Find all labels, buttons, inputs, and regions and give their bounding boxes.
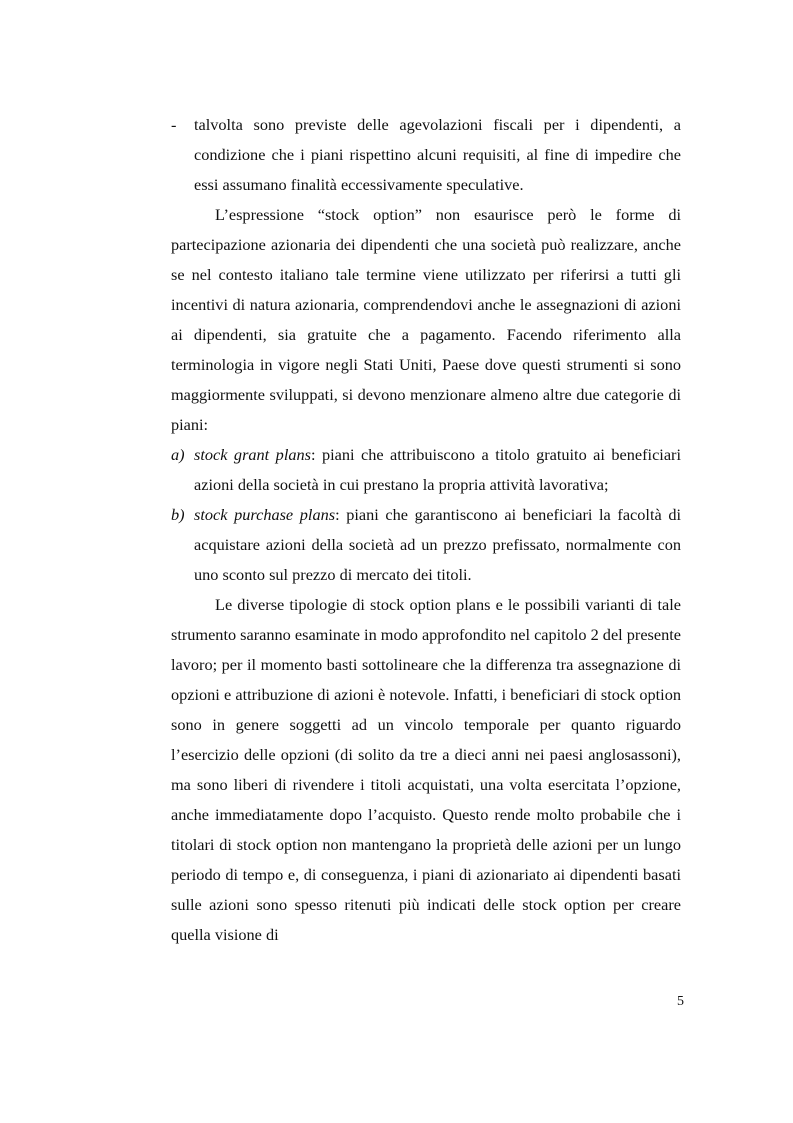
plan-description-stock-purchase: : piani che garantiscono ai beneficiari la facoltà di acquistare azioni della società ad un prezzo prefissato, normalmente con uno sconto sul prezzo di mercato dei titoli.: [194, 505, 681, 584]
bullet-marker: -: [171, 115, 177, 134]
body-paragraph-1: L’espressione “stock option” non esaurisce però le forme di partecipazione azionaria dei dipendenti che una società può realizzare, anche se nel contesto italiano tale termine viene utilizzato per riferirsi a tutti gli incentivi di natura azionaria, comprendendovi anche le assegnazioni di azioni ai dipendenti, sia gratuite che a pagamento. Facendo riferimento alla terminologia in vigore negli Stati Uniti, Paese dove questi strumenti si sono maggiormente sviluppati, si devono menzionare almeno altre due categorie di piani:: [171, 205, 681, 434]
plan-marker-a: a): [171, 445, 185, 464]
plan-item-stock-purchase: [171, 500, 681, 590]
plan-term-stock-purchase: stock purchase plans: [194, 505, 336, 524]
intro-bullet-item: [171, 110, 681, 200]
plan-description-stock-grant: : piani che attribuiscono a titolo gratuito ai beneficiari azioni della società in cui prestano la propria attività lavorativa;: [194, 445, 682, 494]
body-paragraph-2: Le diverse tipologie di stock option plans e le possibili varianti di tale strumento saranno esaminate in modo approfondito nel capitolo 2 del presente lavoro; per il momento basti sottolineare che la differenza tra assegnazione di opzioni e attribuzione di azioni è notevole. Infatti, i beneficiari di stock option sono in genere soggetti ad un vincolo temporale per quanto riguardo l’esercizio delle opzioni (di solito da tre a dieci anni nei paesi anglosassoni), ma sono liberi di rivendere i titoli acquistati, una volta esercitata l’opzione, anche immediatamente dopo l’acquisto. Questo rende molto probabile che i titolari di stock option non mantengano la proprietà delle azioni per un lungo periodo di tempo e, di conseguenza, i piani di azionariato ai dipendenti basati sulle azioni sono spesso ritenuti più indicati delle stock option per creare quella visione di: [171, 595, 682, 944]
plan-marker-b: b): [171, 505, 185, 524]
page-number: 5: [677, 994, 684, 1009]
bullet-text: talvolta sono previste delle agevolazioni fiscali per i dipendenti, a condizione che i piani rispettino alcuni requisiti, al fine di impedire che essi assumano finalità eccessivamente speculative.: [194, 115, 681, 194]
plan-term-stock-grant: stock grant plans: [194, 445, 311, 464]
plan-item-stock-grant: [171, 440, 681, 500]
document-page: [171, 110, 681, 950]
